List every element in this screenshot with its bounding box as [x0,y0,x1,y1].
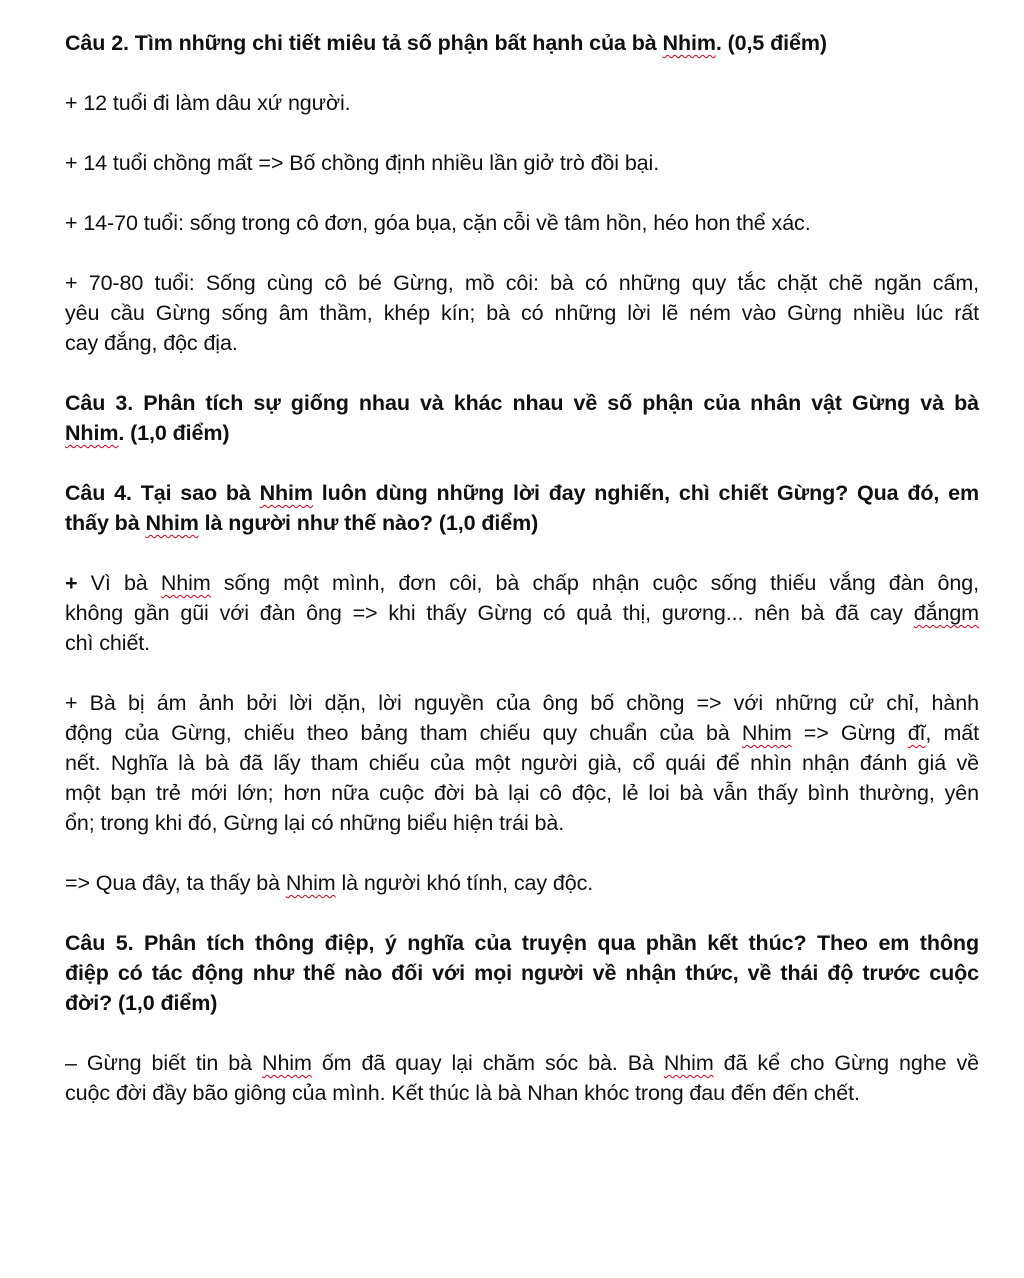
text-run: đã kể cho Gừng nghe về [713,1051,979,1075]
misspelled-word: Nhim [145,511,199,535]
text-run: không gần gũi với đàn ông => khi thấy Gừng có quả thị, gương... nên bà đã cay [65,601,914,625]
text-run: => Qua đây, ta thấy bà [65,871,286,895]
misspelled-word: Nhim [262,1051,312,1075]
text-run: Vì bà [77,571,161,595]
text-run: Câu 4. Tại sao bà [65,481,260,505]
text-line: + Bà bị ám ảnh bởi lời dặn, lời nguyền của ông bố chồng => với những cử chỉ, hành [65,691,979,715]
text-line: một bạn trẻ mới lớn; hơn nữa cuộc đời bà lại cô độc, lẻ loi bà vẫn thấy bình thường, yên [65,781,979,805]
answer-2-item-2: + 14 tuổi chồng mất => Bố chồng định nhiều lần giở trò đồi bại. [65,151,660,175]
answer-4-item-1 [65,568,979,658]
text-line: cay đắng, độc địa. [65,331,238,355]
text-line: điệp có tác động như thế nào đối với mọi người về nhận thức, về thái độ trước cuộc [65,961,979,985]
text-run: – Gừng biết tin bà [65,1051,263,1075]
misspelled-word: Nhim [160,571,211,595]
text-line: Câu 5. Phân tích thông điệp, ý nghĩa của truyện qua phần kết thúc? Theo em thông [65,931,979,955]
answer-2-item-4 [65,268,979,358]
question-3-points: . (1,0 điểm) [118,421,230,445]
text-run: ốm đã quay lại chăm sóc bà. Bà [311,1051,664,1075]
text-line [65,508,979,538]
text-run: động của Gừng, chiếu theo bảng tham chiếu quy chuẩn của bà [65,721,742,745]
question-2-points: . (0,5 điểm) [715,31,827,55]
misspelled-word: đĩ [907,721,926,745]
document-page [65,28,979,1138]
misspelled-word: Nhim [662,31,716,55]
question-2-text: Câu 2. Tìm những chi tiết miêu tả số phận bất hạnh của bà [65,31,663,55]
text-run: => Gừng [791,721,908,745]
text-line [65,478,979,508]
text-line [65,1048,979,1078]
text-line: chì chiết. [65,631,151,655]
text-line: nết. Nghĩa là bà đã lấy tham chiếu của một người già, cổ quái để nhìn nhận đánh giá về [65,751,979,775]
text-line: ổn; trong khi đó, Gừng lại có những biểu hiện trái bà. [65,811,565,835]
misspelled-word: Nhim [285,871,336,895]
text-line [65,418,979,448]
answer-4-item-2 [65,688,979,838]
misspelled-word: Nhim [65,421,119,445]
text-line [65,598,979,628]
text-run: là người như thế nào? (1,0 điểm) [198,511,539,535]
misspelled-word: Nhim [259,481,313,505]
answer-4-conclusion [65,868,979,898]
text-run: luôn dùng những lời đay nghiến, chì chiết Gừng? Qua đó, em [312,481,979,505]
answer-2-item-1: + 12 tuổi đi làm dâu xứ người. [65,91,351,115]
text-line [65,568,979,598]
answer-5 [65,1048,979,1108]
answer-2-item-3: + 14-70 tuổi: sống trong cô đơn, góa bụa, cặn cỗi về tâm hồn, héo hon thể xác. [65,211,811,235]
question-4-heading [65,478,979,538]
text-run: thấy bà [65,511,146,535]
misspelled-word: Nhim [741,721,792,745]
bullet-plus: + [65,571,78,595]
question-5-heading [65,928,979,1018]
text-run: sống một mình, đơn côi, bà chấp nhận cuộc sống thiếu vắng đàn ông, [210,571,979,595]
text-run: là người khó tính, cay độc. [335,871,594,895]
misspelled-word: Nhim [663,1051,714,1075]
text-line: yêu cầu Gừng sống âm thầm, khép kín; bà có những lời lẽ ném vào Gừng nhiều lúc rất [65,301,979,325]
question-3-heading [65,388,979,448]
text-run: , mất [925,721,979,745]
question-2-heading [65,28,979,58]
text-line: + 70-80 tuổi: Sống cùng cô bé Gừng, mồ côi: bà có những quy tắc chặt chẽ ngăn cấm, [65,271,979,295]
text-line: đời? (1,0 điểm) [65,991,218,1015]
text-line [65,718,979,748]
text-line: Câu 3. Phân tích sự giống nhau và khác nhau về số phận của nhân vật Gừng và bà [65,391,979,415]
misspelled-word: đắngm [913,601,979,625]
text-line: cuộc đời đầy bão giông của mình. Kết thúc là bà Nhan khóc trong đau đến đến chết. [65,1081,860,1105]
